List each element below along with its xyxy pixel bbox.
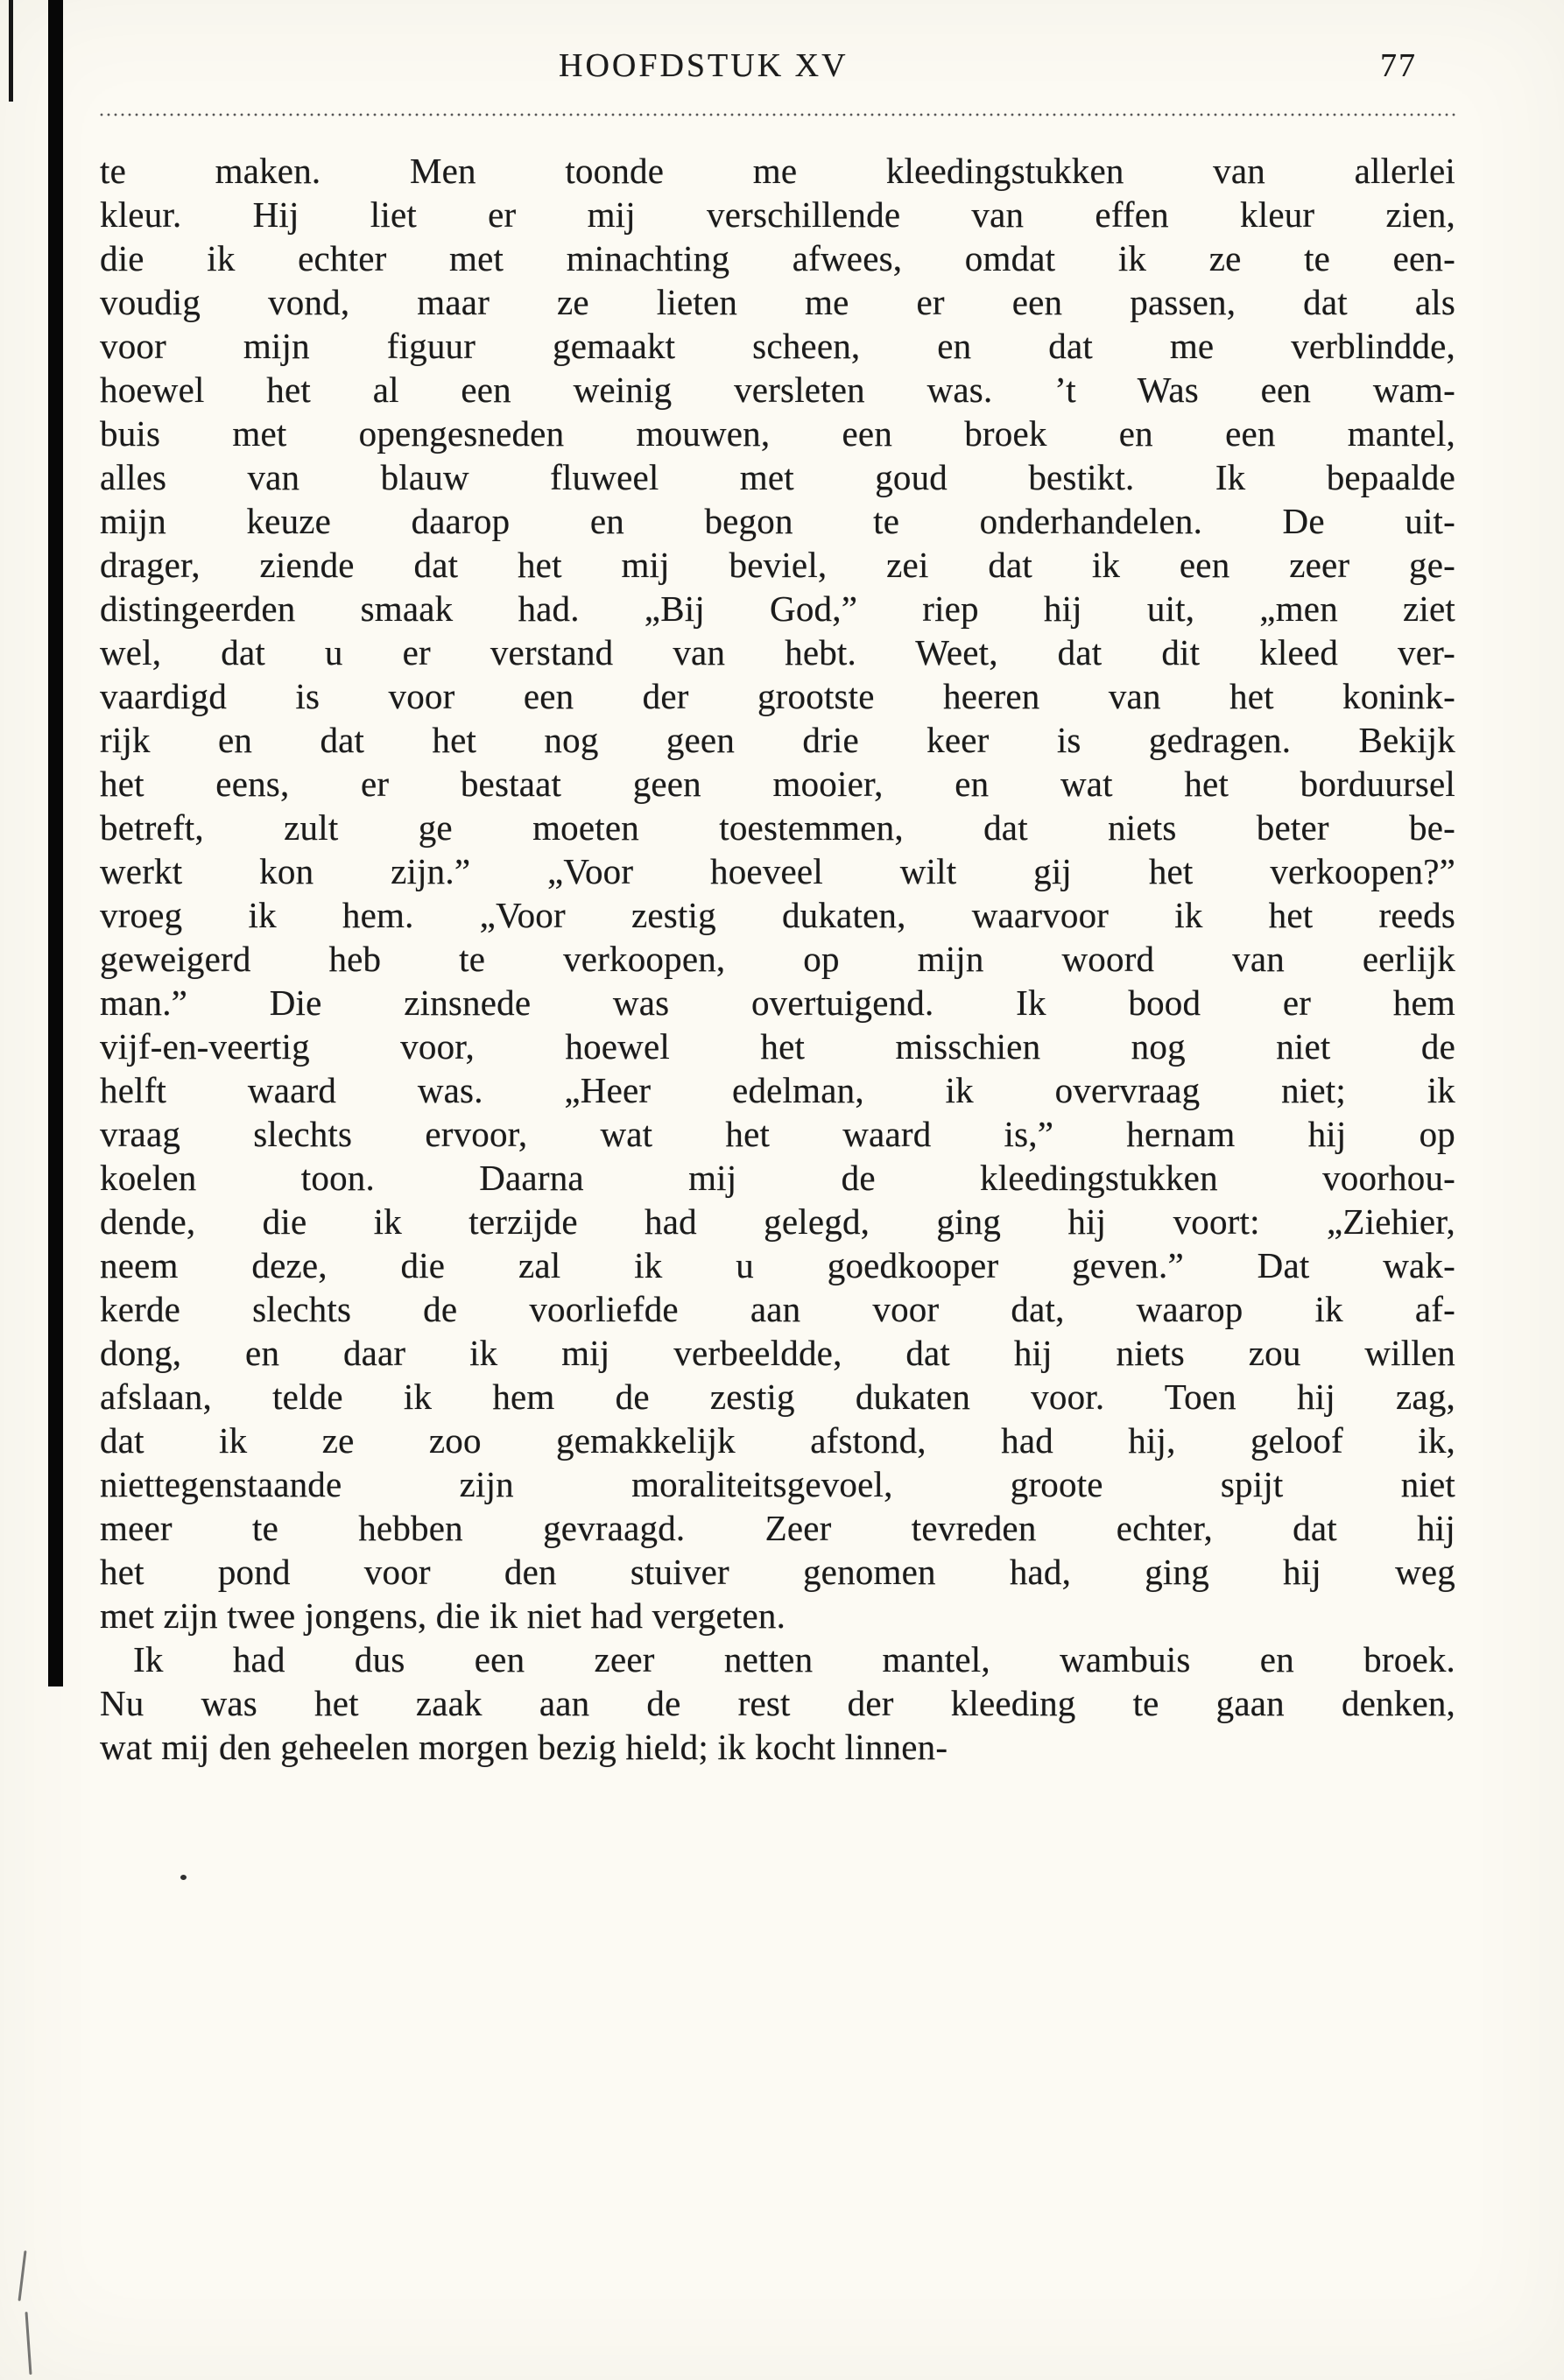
text-line: distingeerden smaak had. „Bij God,” riep hij uit, „men ziet [100, 588, 1455, 629]
page-number: 77 [1380, 47, 1417, 84]
text-line: drager, ziende dat het mij beviel, zei dat ik een zeer ge- [100, 545, 1455, 585]
chapter-title: HOOFDSTUK XV [559, 47, 849, 84]
text-line: Ik had dus een zeer netten mantel, wambuis en broek. [133, 1639, 1455, 1679]
scan-mark [25, 2312, 32, 2375]
text-line: betreft, zult ge moeten toestemmen, dat niets beter be- [100, 807, 1455, 848]
binding-shadow-bar [48, 0, 63, 1686]
text-line: man.” Die zinsnede was overtuigend. Ik bood er hem [100, 982, 1455, 1023]
text-line: voudig vond, maar ze lieten me er een passen, dat als [100, 282, 1455, 322]
text-line: neem deze, die zal ik u goedkooper geven.” Dat wak- [100, 1245, 1455, 1285]
text-line: te maken. Men toonde me kleedingstukken van allerlei [100, 151, 1455, 191]
text-line: het pond voor den stuiver genomen had, ging hij weg [100, 1552, 1455, 1592]
text-line: het eens, er bestaat geen mooier, en wat het borduursel [100, 764, 1455, 804]
text-line: niettegenstaande zijn moraliteitsgevoel, groote spijt niet [100, 1464, 1455, 1504]
text-line: werkt kon zijn.” „Voor hoeveel wilt gij het verkoopen?” [100, 851, 1455, 891]
text-line: vijf-en-veertig voor, hoewel het misschien nog niet de [100, 1026, 1455, 1067]
text-line: voor mijn figuur gemaakt scheen, en dat me verblindde, [100, 326, 1455, 366]
text-line: rijk en dat het nog geen drie keer is gedragen. Bekijk [100, 720, 1455, 760]
text-line: vroeg ik hem. „Voor zestig dukaten, waarvoor ik het reeds [100, 895, 1455, 935]
text-line: alles van blauw fluweel met goud bestikt. Ik bepaalde [100, 457, 1455, 497]
text-line: wel, dat u er verstand van hebt. Weet, dat dit kleed ver- [100, 632, 1455, 672]
text-line: vaardigd is voor een der grootste heeren van het konink- [100, 676, 1455, 716]
text-line: afslaan, telde ik hem de zestig dukaten voor. Toen hij zag, [100, 1377, 1455, 1417]
scan-mark [18, 2250, 26, 2301]
text-block [100, 149, 1455, 1769]
text-line: dat ik ze zoo gemakkelijk afstond, had hij, geloof ik, [100, 1420, 1455, 1461]
scan-edge-artifact [9, 0, 13, 102]
text-line: geweigerd heb te verkoopen, op mijn woord van eerlijk [100, 939, 1455, 979]
text-line: meer te hebben gevraagd. Zeer tevreden echter, dat hij [100, 1508, 1455, 1548]
paragraph [100, 149, 1455, 1637]
text-line: kleur. Hij liet er mij verschillende van effen kleur zien, [100, 194, 1455, 235]
text-line: die ik echter met minachting afwees, omdat ik ze te een- [100, 238, 1455, 278]
text-line: koelen toon. Daarna mij de kleedingstukken voorhou- [100, 1158, 1455, 1198]
paragraph [100, 1637, 1455, 1769]
text-line: kerde slechts de voorliefde aan voor dat, waarop ik af- [100, 1289, 1455, 1329]
text-line: dende, die ik terzijde had gelegd, ging hij voort: „Ziehier, [100, 1201, 1455, 1242]
text-line: helft waard was. „Heer edelman, ik overvraag niet; ik [100, 1070, 1455, 1110]
text-line: Nu was het zaak aan de rest der kleeding te gaan denken, [100, 1683, 1455, 1723]
text-line: met zijn twee jongens, die ik niet had vergeten. [100, 1595, 786, 1636]
header-dotted-rule [98, 113, 1457, 116]
text-line: vraag slechts ervoor, wat het waard is,” hernam hij op [100, 1114, 1455, 1154]
text-line: hoewel het al een weinig versleten was. ’t Was een wam- [100, 370, 1455, 410]
text-line: wat mij den geheelen morgen bezig hield; ik kocht linnen- [100, 1727, 948, 1767]
ink-speck [180, 1875, 187, 1880]
text-line: mijn keuze daarop en begon te onderhandelen. De uit- [100, 501, 1455, 541]
text-line: dong, en daar ik mij verbeeldde, dat hij niets zou willen [100, 1333, 1455, 1373]
text-line: buis met opengesneden mouwen, een broek en een mantel, [100, 413, 1455, 454]
